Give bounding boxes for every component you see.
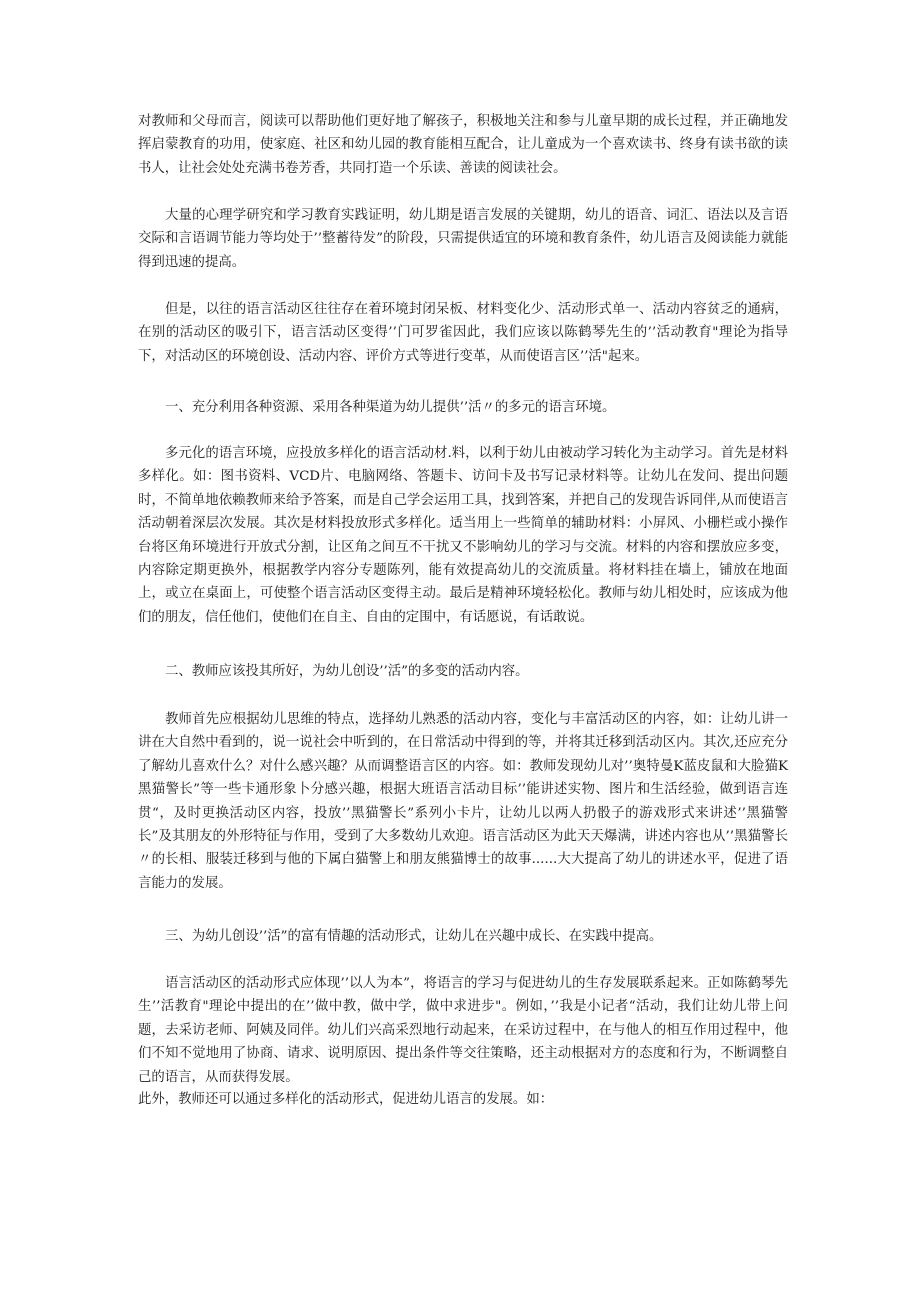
body-paragraph-content: 教师首先应根据幼儿思维的特点，选择幼儿熟悉的活动内容，变化与丰富活动区的内容，如：让幼儿讲一讲在大自然中看到的，说一说社会中听到的，在日常活动中得到的等，并将其迁移到活动区内。其次,还应充分了解幼儿喜欢什么？对什么感兴趣？从而调整语言区的内容。如：教师发现幼儿对’’奥特曼K蓝皮鼠和大脸猫K黑猫警长”等一些卡通形象卜分感兴趣，根据大班语言活动目标’’能讲述实物、图片和生活经验，做到语言连贯“，及时更换活动区内容，投放’’黑猫警长”系列小卡片，让幼儿以两人扔骰子的游戏形式来讲述’’黑猫警长”及其朋友的外形特征与作用，受到了大多数幼儿欢迎。语言活动区为此天天爆满，讲述内容也从’’黑猫警长〃的长相、服装迁移到与他的下属白猫警上和朋友熊猫博士的故事......大大提高了幼儿的讲述水平，促进了语言能力的发展。	[138, 712, 788, 891]
closing-line: 此外，教师还可以通过多样化的活动形式，促进幼儿语言的发展。如：	[138, 1092, 554, 1107]
body-paragraph-activity-form: 语言活动区的活动形式应体现’’以人为本”，将语言的学习与促进幼儿的生存发展联系起来。正如陈鹤琴先生’’活教育"理论中提出的在’’做中教，做中学，做中求进步"。例如，’’我是小记者“活动，我们让幼儿带上问题，去采访老师、阿姨及同伴。幼儿们兴高采烈地行动起来，在采访过程中，在与他人的相互作用过程中，他们不知不觉地用了协商、请求、说明原因、提出条件等交往策略，还主动根据对方的态度和行为，不断调整自己的语言，从而获得发展。	[138, 976, 788, 1085]
section-heading-3: 三、为幼儿创设’’活”的富有情趣的活动形式，让幼儿在兴趣中成长、在实践中提高。	[165, 929, 663, 944]
body-paragraph-critical-period: 大量的心理学研究和学习教育实践证明，幼儿期是语言发展的关键期，幼儿的语音、词汇、语法以及言语交际和言语调节能力等均处于’’整蓄待发”的阶段，只需提供适宜的环境和教育条件，幼儿语言及阅读能力就能得到迅速的提高。	[138, 208, 788, 270]
intro-paragraph: 对教师和父母而言，阅读可以帮助他们更好地了解孩子，积极地关注和参与儿童早期的成长过程，并正确地发挥启蒙教育的功用，使家庭、社区和幼儿园的教育能相互配合，让儿童成为一个喜欢读书、终身有读书欲的读书人，让社会处处充满书卷芳香，共同打造一个乐读、善读的阅读社会。	[138, 114, 788, 176]
body-paragraph-environment: 多元化的语言环境，应投放多样化的语言活动材.料，以利于幼儿由被动学习转化为主动学习。首先是材料多样化。如：图书资料、VCD片、电脑网络、答题卡、访问卡及书写记录材料等。让幼儿在发问、提出问题时，不简单地依赖教师来给予答案，而是自己学会运用工具，找到答案，并把自己的发现告诉同伴,从而使语言活动朝着深层次发展。其次是材料投放形式多样化。适当用上一些简单的辅助材料：小屏风、小栅栏或小操作台将区角环境进行开放式分割，让区角之间互不干扰又不影响幼儿的学习与交流。材料的内容和摆放应多变，内容除定期更换外，根据教学内容分专题陈列，能有效提高幼儿的交流质量。将材料挂在墙上，铺放在地面上，或立在桌面上，可使整个语言活动区变得主动。最后是精神环境轻松化。教师与幼儿相处时，应该成为他们的朋友，信任他们，使他们在自主、自由的定围中，有话愿说，有话敢说。	[138, 446, 788, 625]
section-heading-2: 二、教师应该投其所好，为幼儿创设’’活”的多变的活动内容。	[165, 664, 529, 679]
section-heading-1: 一、充分利用各种资源、采用各种渠道为幼儿提供’’活〃的多元的语言环境。	[165, 400, 616, 415]
body-paragraph-problems: 但是，以往的语言活动区往往存在着环境封闭呆板、材料变化少、活动形式单一、活动内容贫乏的通病，在别的活动区的吸引下，语言活动区变得’’门可罗雀因此，我们应该以陈鹤琴先生的’’活动教育"理论为指导下，对活动区的环境创设、活动内容、评价方式等进行变革，从而使语言区’’活"起来。	[138, 302, 788, 364]
